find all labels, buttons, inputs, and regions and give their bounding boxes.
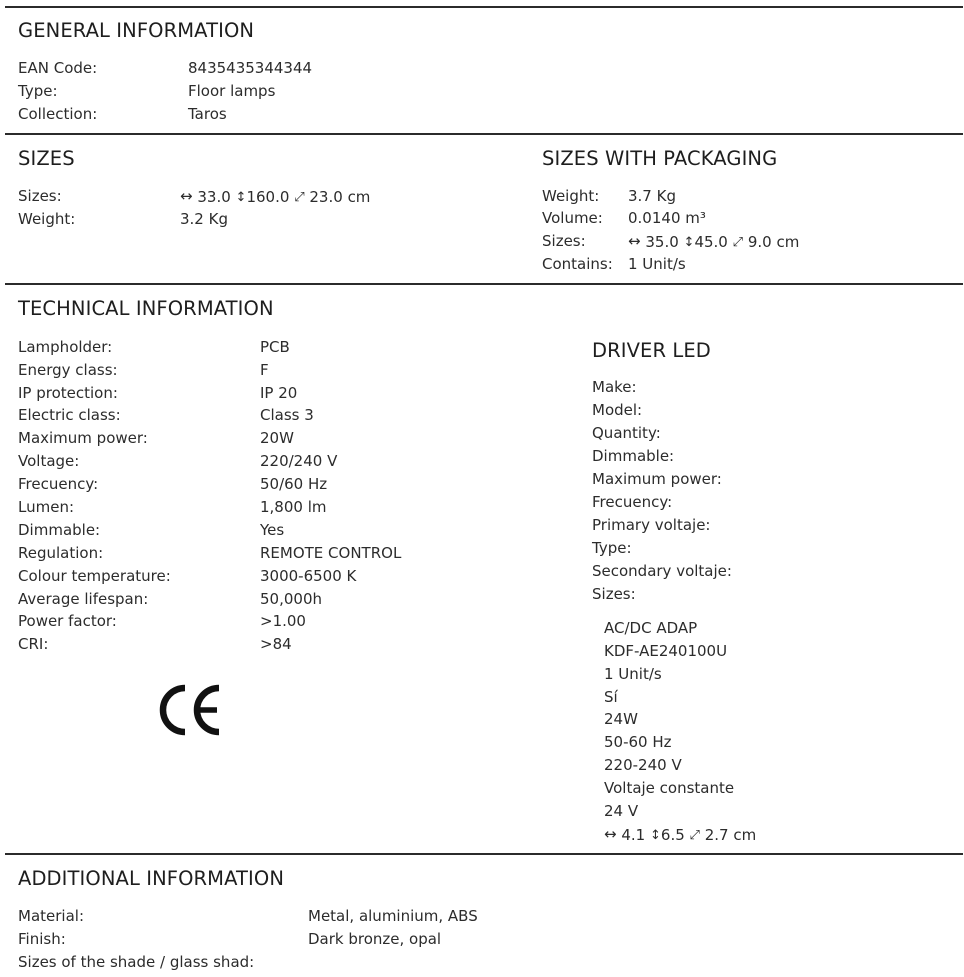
driver-value: 50-60 Hz bbox=[604, 733, 672, 751]
technical-value: PCB bbox=[260, 338, 290, 356]
technical-label: Dimmable: bbox=[18, 521, 101, 539]
technical-value: Class 3 bbox=[260, 406, 314, 424]
technical-label: CRI: bbox=[18, 635, 49, 653]
driver-label: Model: bbox=[592, 401, 643, 419]
technical-label: Power factor: bbox=[18, 612, 117, 630]
technical-value: >84 bbox=[260, 635, 292, 653]
packaging-volume-label: Volume: bbox=[542, 209, 603, 227]
driver-label: Type: bbox=[592, 539, 632, 557]
shade-sizes-label: Sizes of the shade / glass shad: bbox=[18, 953, 255, 971]
height-arrow-icon: ↕ bbox=[235, 190, 247, 205]
driver-value: 24W bbox=[604, 710, 638, 728]
driver-label: Primary voltaje: bbox=[592, 516, 711, 534]
driver-height: 6.5 bbox=[660, 826, 685, 844]
weight-label: Weight: bbox=[18, 210, 76, 228]
finish-label: Finish: bbox=[18, 930, 66, 948]
collection-value: Taros bbox=[188, 105, 227, 123]
technical-value: IP 20 bbox=[260, 384, 298, 402]
technical-label: Colour temperature: bbox=[18, 567, 171, 585]
driver-label: Sizes: bbox=[592, 585, 636, 603]
driver-value-sizes bbox=[604, 823, 756, 847]
sizes-label: Sizes: bbox=[18, 187, 62, 205]
type-label: Type: bbox=[18, 82, 58, 100]
packaging-title: SIZES WITH PACKAGING bbox=[542, 147, 778, 170]
packaging-sizes-label: Sizes: bbox=[542, 232, 586, 250]
packaging-unit: cm bbox=[776, 233, 800, 251]
sizes-height: 160.0 bbox=[246, 188, 290, 206]
driver-value: 220-240 V bbox=[604, 756, 682, 774]
driver-unit: cm bbox=[733, 826, 757, 844]
driver-depth: 2.7 bbox=[704, 826, 729, 844]
sizes-depth: 23.0 bbox=[309, 188, 343, 206]
technical-value: F bbox=[260, 361, 269, 379]
collection-label: Collection: bbox=[18, 105, 98, 123]
technical-label: Regulation: bbox=[18, 544, 104, 562]
driver-value: KDF-AE240100U bbox=[604, 642, 728, 660]
driver-label: Frecuency: bbox=[592, 493, 673, 511]
divider-general-sizes bbox=[5, 133, 963, 135]
depth-arrow-icon: ⤢ bbox=[689, 828, 700, 843]
technical-value: 1,800 lm bbox=[260, 498, 327, 516]
technical-label: Average lifespan: bbox=[18, 590, 149, 608]
packaging-volume-value: 0.0140 m³ bbox=[628, 209, 706, 227]
driver-value: Sí bbox=[604, 688, 618, 706]
weight-value: 3.2 Kg bbox=[180, 210, 228, 228]
packaging-weight-label: Weight: bbox=[542, 187, 600, 205]
driver-led-title: DRIVER LED bbox=[592, 339, 711, 362]
ean-label: EAN Code: bbox=[18, 59, 98, 77]
driver-value: Voltaje constante bbox=[604, 779, 735, 797]
divider-sizes-technical bbox=[5, 283, 963, 285]
sizes-value bbox=[180, 185, 370, 209]
sizes-width: 33.0 bbox=[197, 188, 231, 206]
driver-value: 1 Unit/s bbox=[604, 665, 662, 683]
material-label: Material: bbox=[18, 907, 84, 925]
height-arrow-icon: ↕ bbox=[683, 235, 695, 250]
technical-value: 50/60 Hz bbox=[260, 475, 328, 493]
driver-label: Quantity: bbox=[592, 424, 661, 442]
technical-label: Lumen: bbox=[18, 498, 75, 516]
technical-value: >1.00 bbox=[260, 612, 306, 630]
additional-information-title: ADDITIONAL INFORMATION bbox=[18, 867, 285, 890]
technical-label: Energy class: bbox=[18, 361, 118, 379]
packaging-weight-value: 3.7 Kg bbox=[628, 187, 676, 205]
packaging-sizes-value bbox=[628, 230, 799, 254]
technical-label: Electric class: bbox=[18, 406, 121, 424]
driver-width: 4.1 bbox=[621, 826, 646, 844]
technical-value: 3000-6500 K bbox=[260, 567, 357, 585]
depth-arrow-icon: ⤢ bbox=[732, 235, 744, 250]
ce-mark-icon bbox=[157, 684, 221, 736]
technical-value: 220/240 V bbox=[260, 452, 338, 470]
technical-information-title: TECHNICAL INFORMATION bbox=[18, 297, 274, 320]
driver-label: Secondary voltaje: bbox=[592, 562, 732, 580]
sizes-unit: cm bbox=[347, 188, 371, 206]
material-value: Metal, aluminium, ABS bbox=[308, 907, 478, 925]
packaging-depth: 9.0 bbox=[747, 233, 772, 251]
packaging-height: 45.0 bbox=[694, 233, 728, 251]
driver-value: 24 V bbox=[604, 802, 639, 820]
driver-label: Maximum power: bbox=[592, 470, 722, 488]
technical-value: Yes bbox=[260, 521, 285, 539]
width-arrow-icon: ↔ bbox=[604, 825, 617, 843]
technical-label: IP protection: bbox=[18, 384, 118, 402]
width-arrow-icon: ↔ bbox=[180, 187, 193, 205]
technical-value: REMOTE CONTROL bbox=[260, 544, 402, 562]
depth-arrow-icon: ⤢ bbox=[294, 190, 305, 205]
packaging-contains-label: Contains: bbox=[542, 255, 613, 273]
driver-value: AC/DC ADAP bbox=[604, 619, 698, 637]
divider-top bbox=[5, 6, 963, 8]
technical-label: Lampholder: bbox=[18, 338, 113, 356]
general-information-title: GENERAL INFORMATION bbox=[18, 19, 255, 42]
driver-label: Make: bbox=[592, 378, 637, 396]
width-arrow-icon: ↔ bbox=[628, 232, 641, 250]
height-arrow-icon: ↕ bbox=[650, 828, 661, 843]
technical-label: Voltage: bbox=[18, 452, 80, 470]
technical-value: 20W bbox=[260, 429, 294, 447]
technical-label: Maximum power: bbox=[18, 429, 148, 447]
sizes-title: SIZES bbox=[18, 147, 75, 170]
packaging-width: 35.0 bbox=[645, 233, 679, 251]
driver-label: Dimmable: bbox=[592, 447, 675, 465]
packaging-contains-value: 1 Unit/s bbox=[628, 255, 686, 273]
technical-value: 50,000h bbox=[260, 590, 322, 608]
technical-label: Frecuency: bbox=[18, 475, 99, 493]
divider-technical-additional bbox=[5, 853, 963, 855]
finish-value: Dark bronze, opal bbox=[308, 930, 442, 948]
ean-value: 8435435344344 bbox=[188, 59, 313, 77]
type-value: Floor lamps bbox=[188, 82, 276, 100]
